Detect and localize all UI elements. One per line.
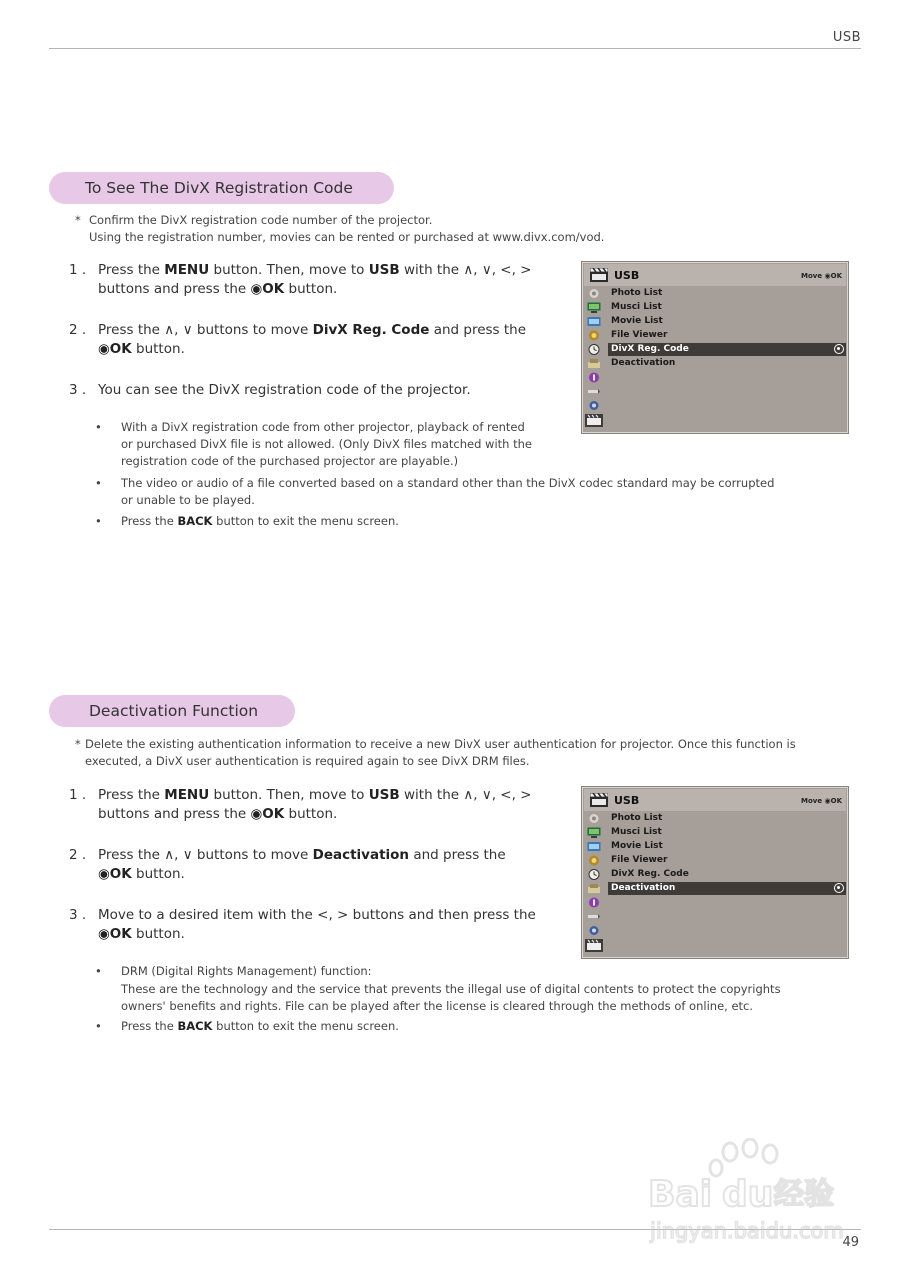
step-text: button.	[131, 341, 185, 357]
bullet-item	[95, 419, 575, 470]
bullet-line: The video or audio of a file converted based on a standard other than the DivX codec standard may be corrupted	[121, 476, 775, 490]
step-keyword: ◉OK	[98, 866, 132, 882]
note-asterisk: *	[75, 213, 81, 227]
section-title-pill	[49, 172, 394, 204]
step-keyword: MENU	[164, 787, 210, 803]
music-list-icon	[587, 302, 601, 313]
info-icon	[587, 372, 601, 383]
support-icon	[587, 925, 601, 936]
menu-item-label: Photo List	[611, 288, 663, 298]
bullet-dot: •	[95, 1019, 102, 1033]
menu-item[interactable]	[608, 343, 846, 356]
bullet-text: button to exit the menu screen.	[212, 514, 399, 528]
header-rule	[49, 48, 861, 49]
svg-text:du: du	[722, 1174, 774, 1215]
step-text: button. Then, move to	[209, 262, 369, 278]
menu-title: USB	[614, 269, 640, 282]
step-text: Press the	[98, 262, 165, 278]
step-2	[69, 321, 569, 359]
menu-item[interactable]	[608, 301, 846, 314]
photo-list-icon	[587, 813, 601, 824]
bullet-line: or unable to be played.	[121, 493, 255, 507]
bullet-item	[95, 475, 855, 509]
menu-title: USB	[614, 794, 640, 807]
clock-icon	[587, 344, 601, 355]
music-list-icon	[587, 827, 601, 838]
menu-item-label: Musci List	[611, 827, 662, 837]
movie-list-icon	[587, 316, 601, 327]
step-keyword: USB	[368, 787, 400, 803]
bullet-item	[95, 1018, 855, 1035]
menu-item-label: Photo List	[611, 813, 663, 823]
file-viewer-icon	[587, 330, 601, 341]
menu-item-label: DivX Reg. Code	[611, 344, 689, 354]
menu-item-label: File Viewer	[611, 855, 668, 865]
step-text: You can see the DivX registration code of the projector.	[98, 382, 471, 398]
option-icon	[587, 358, 601, 369]
step-text: and press the	[429, 322, 527, 338]
step-keyword: ◉OK	[98, 341, 132, 357]
bullet-item	[95, 963, 855, 1015]
step-keyword: DivX Reg. Code	[312, 322, 430, 338]
menu-item[interactable]	[608, 882, 846, 895]
menu-item[interactable]	[608, 812, 846, 825]
menu-item-label: DivX Reg. Code	[611, 869, 689, 879]
menu-item[interactable]	[608, 868, 846, 881]
step-text: with the ∧, ∨, <, >	[399, 262, 532, 278]
step-text: Press the ∧, ∨ buttons to move	[98, 847, 313, 863]
step-number: 1 .	[69, 787, 87, 803]
menu-icon-column	[585, 288, 605, 433]
menu-icon-column	[585, 813, 605, 958]
note-line: Using the registration number, movies can be rented or purchased at www.divx.com/vod.	[89, 230, 605, 244]
section-note	[75, 736, 865, 770]
menu-item-label: Movie List	[611, 316, 663, 326]
projector-menu	[581, 786, 849, 959]
menu-item-label: File Viewer	[611, 330, 668, 340]
step-keyword: USB	[368, 262, 400, 278]
bullet-item	[95, 513, 855, 530]
ok-button-icon	[834, 344, 844, 354]
step-3	[69, 381, 569, 400]
menu-item[interactable]	[608, 329, 846, 342]
bullet-text: Press the	[121, 1019, 178, 1033]
menu-item[interactable]	[608, 840, 846, 853]
step-text: with the ∧, ∨, <, >	[399, 787, 532, 803]
step-keyword: ◉OK	[250, 806, 285, 822]
menu-item[interactable]	[608, 854, 846, 867]
projector-menu	[581, 261, 849, 434]
step-3	[69, 906, 569, 944]
menu-title-bar	[584, 264, 846, 286]
section-title-pill	[49, 695, 295, 727]
usb-clapper-icon	[585, 414, 603, 427]
menu-item-label: Musci List	[611, 302, 662, 312]
step-keyword: MENU	[164, 262, 210, 278]
menu-item[interactable]	[608, 287, 846, 300]
info-icon	[587, 897, 601, 908]
bullet-line: DRM (Digital Rights Management) function:	[121, 964, 372, 978]
step-keyword: Deactivation	[312, 847, 410, 863]
bullet-dot: •	[95, 476, 102, 490]
clapperboard-icon	[590, 793, 608, 807]
file-viewer-icon	[587, 855, 601, 866]
step-number: 1 .	[69, 262, 87, 278]
svg-text:经验: 经验	[774, 1177, 834, 1212]
bullet-keyword: BACK	[177, 1019, 213, 1033]
section-header-label: USB	[832, 30, 861, 45]
bullet-line: registration code of the purchased projector are playable.)	[121, 454, 459, 468]
bullet-dot: •	[95, 420, 102, 434]
step-text: Press the ∧, ∨ buttons to move	[98, 322, 313, 338]
option-icon	[587, 883, 601, 894]
bullet-line: or purchased DivX file is not allowed. (Only DivX files matched with the	[121, 437, 532, 451]
bullet-line: These are the technology and the service that prevents the illegal use of digital contents to protect the copyrights	[121, 982, 781, 996]
note-line: Delete the existing authentication information to receive a new DivX user authentication for projector. Once this function is	[85, 737, 796, 751]
menu-item-label: Movie List	[611, 841, 663, 851]
ok-button-icon	[834, 883, 844, 893]
step-number: 2 .	[69, 322, 87, 338]
menu-item[interactable]	[608, 826, 846, 839]
step-text: Press the	[98, 787, 165, 803]
bullet-line: With a DivX registration code from other projector, playback of rented	[121, 420, 525, 434]
step-text: button.	[131, 866, 185, 882]
bullet-text: Press the	[121, 514, 178, 528]
usb-clapper-icon	[585, 939, 603, 952]
step-number: 3 .	[69, 382, 87, 398]
step-text: button.	[284, 281, 338, 297]
step-1	[69, 786, 569, 824]
clapperboard-icon	[590, 268, 608, 282]
menu-item[interactable]	[608, 357, 846, 370]
support-icon	[587, 400, 601, 411]
photo-list-icon	[587, 288, 601, 299]
section-note	[75, 212, 855, 246]
clock-icon	[587, 869, 601, 880]
step-number: 2 .	[69, 847, 87, 863]
baidu-watermark	[646, 1138, 860, 1248]
section-title: Deactivation Function	[89, 702, 259, 720]
step-keyword: ◉OK	[98, 926, 132, 942]
menu-item[interactable]	[608, 315, 846, 328]
step-text: buttons and press the	[98, 281, 251, 297]
menu-nav-hint: Move ◉OK	[800, 272, 842, 280]
svg-text:jingyan.baidu.com: jingyan.baidu.com	[650, 1219, 844, 1243]
step-number: 3 .	[69, 907, 87, 923]
section-title: To See The DivX Registration Code	[85, 179, 353, 197]
menu-item-label: Deactivation	[611, 883, 676, 893]
step-2	[69, 846, 569, 884]
input-icon	[587, 386, 601, 397]
bullet-text: button to exit the menu screen.	[212, 1019, 399, 1033]
menu-title-bar	[584, 789, 846, 811]
note-line: executed, a DivX user authentication is required again to see DivX DRM files.	[85, 754, 530, 768]
menu-nav-hint: Move ◉OK	[800, 797, 842, 805]
step-text: button. Then, move to	[209, 787, 369, 803]
menu-item-label: Deactivation	[611, 358, 676, 368]
step-1	[69, 261, 569, 299]
svg-text:Bai: Bai	[648, 1174, 713, 1215]
bullet-dot: •	[95, 514, 102, 528]
movie-list-icon	[587, 841, 601, 852]
step-text: buttons and press the	[98, 806, 251, 822]
step-text: button.	[284, 806, 338, 822]
step-keyword: ◉OK	[250, 281, 285, 297]
input-icon	[587, 911, 601, 922]
bullet-dot: •	[95, 964, 102, 978]
bullet-line: owners' benefits and rights. File can be played after the license is cleared through the methods of online, etc.	[121, 999, 754, 1013]
bullet-keyword: BACK	[177, 514, 213, 528]
step-text: Move to a desired item with the <, > buttons and then press the	[98, 907, 536, 923]
step-text: button.	[131, 926, 185, 942]
note-asterisk: *	[75, 737, 81, 751]
page-number: 49	[842, 1235, 859, 1250]
note-line: Confirm the DivX registration code number of the projector.	[89, 213, 433, 227]
step-text: and press the	[409, 847, 506, 863]
